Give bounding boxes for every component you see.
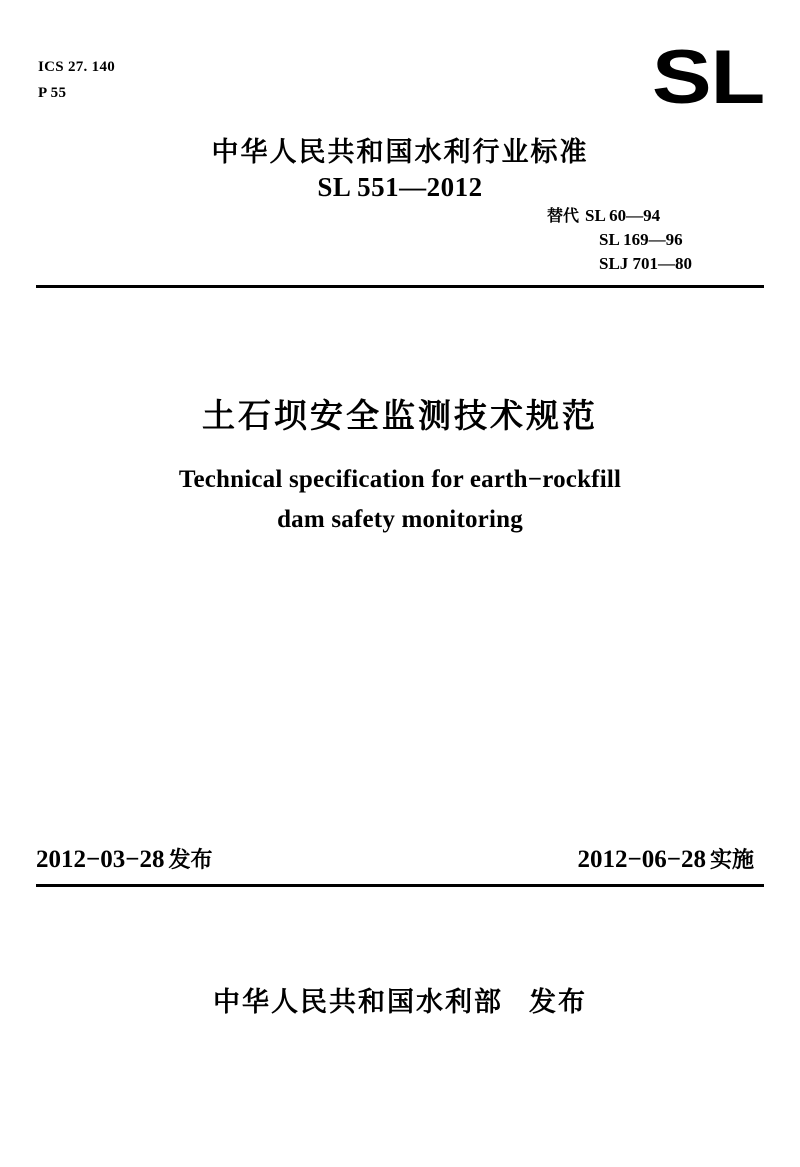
- issuing-body-standard-line: 中华人民共和国水利行业标准: [211, 137, 589, 168]
- replaced-standards-row: [547, 252, 707, 276]
- document-title-english-line2: dam safety monitoring: [277, 506, 523, 533]
- replaced-standards-row: [547, 228, 707, 252]
- publisher-name: 中华人民共和国水利部: [213, 987, 503, 1018]
- issue-date: [36, 843, 213, 874]
- classification-code: P 55: [38, 85, 67, 101]
- effective-date-value: 2012−06−28: [577, 846, 706, 873]
- replaced-standards-row: [547, 204, 707, 228]
- divider-bottom: [36, 884, 764, 887]
- replaced-standard-2: SL 169—96: [599, 230, 683, 249]
- replaced-standard-3: SLJ 701—80: [599, 254, 693, 273]
- publisher-line: [0, 980, 800, 1019]
- replaced-standards-block: [547, 204, 707, 276]
- issue-date-value: 2012−03−28: [36, 846, 165, 873]
- document-title-chinese: 土石坝安全监测技术规范: [202, 396, 598, 435]
- dates-row: [36, 843, 764, 874]
- divider-top: [36, 285, 764, 288]
- ics-number: ICS 27. 140: [38, 59, 116, 75]
- replaces-label: 替代: [547, 206, 580, 225]
- effective-date: [577, 843, 754, 874]
- sl-logo: SL: [651, 35, 764, 120]
- classification-block: [38, 54, 115, 106]
- standard-number: SL 551—2012: [317, 172, 483, 202]
- publisher-action: 发布: [529, 987, 587, 1018]
- document-title-english-line1: Technical specification for earth−rockfill: [178, 466, 622, 493]
- replaced-standard-1: SL 60—94: [585, 206, 661, 225]
- issue-date-label: 发布: [168, 848, 213, 873]
- effective-date-label: 实施: [709, 848, 754, 873]
- document-title-english: [0, 460, 800, 540]
